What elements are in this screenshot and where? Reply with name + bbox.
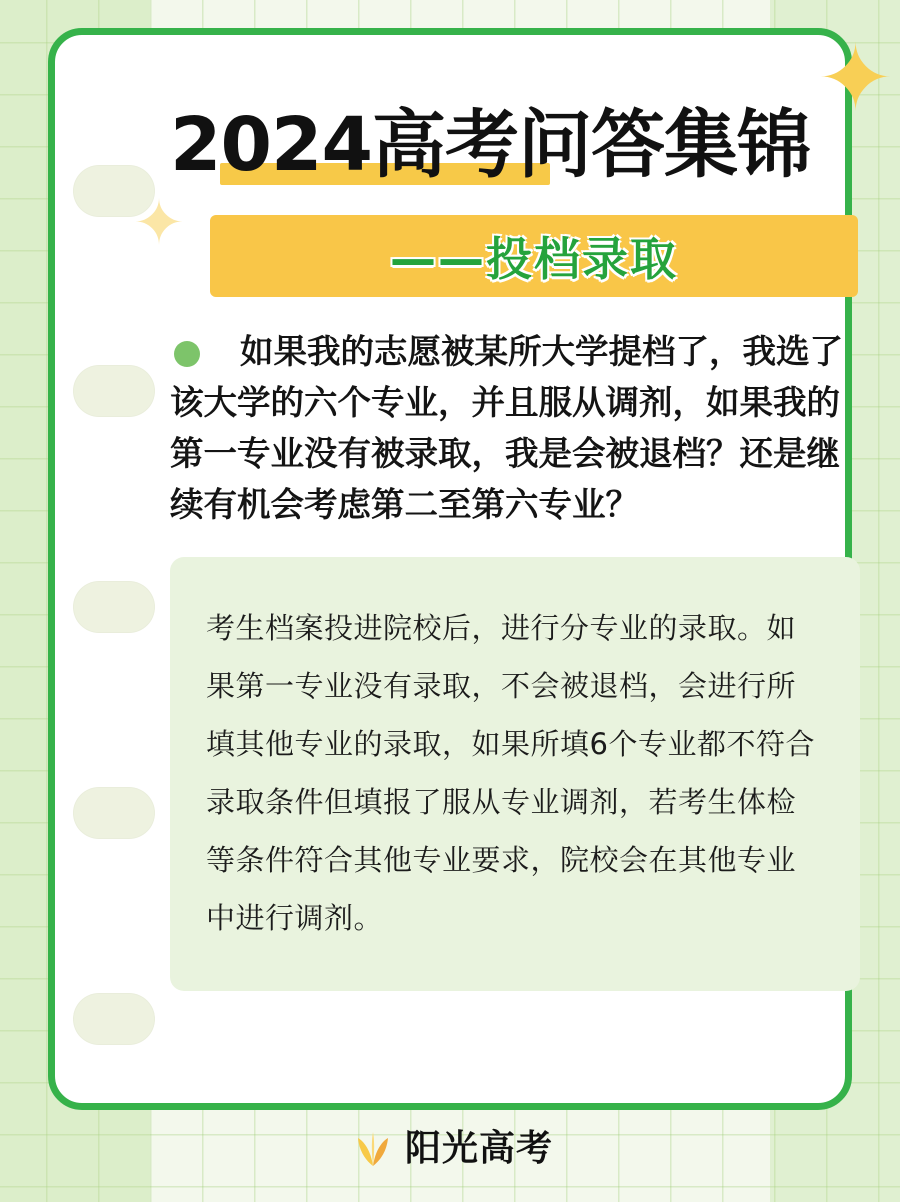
title-block [170,95,860,199]
subtitle-text: ——投档录取 [390,232,678,286]
sparkle-icon: ✦ [133,189,185,258]
footer [0,1110,900,1180]
question-text: 如果我的志愿被某所大学提档了，我选了该大学的六个专业，并且服从调剂，如果我的第一专业没有被录取，我是会被退档？还是继续有机会考虑第二至第六专业？ [170,332,843,524]
site-logo-text: 阳光高考 [404,1127,553,1169]
binder-ring [73,365,155,417]
sparkle-icon: ✦ [817,28,895,130]
content-card [48,28,895,1110]
binder-ring [73,993,155,1045]
subtitle-banner [210,215,858,297]
binder-ring [73,787,155,839]
question-block [170,327,860,531]
binder-ring [73,581,155,633]
dot-bullet-icon [174,341,200,367]
card-content [170,95,860,991]
site-logo [347,1120,553,1171]
sun-rays-icon [347,1120,399,1170]
page-title: 2024高考问答集锦 [170,102,810,188]
answer-text: 考生档案投进院校后，进行分专业的录取。如果第一专业没有录取，不会被退档，会进行所填其他专业的录取，如果所填6个专业都不符合录取条件但填报了服从专业调剂，若考生体检等条件符合其他专业要求，院校会在其他专业中进行调剂。 [206,610,815,935]
answer-block [170,557,860,991]
